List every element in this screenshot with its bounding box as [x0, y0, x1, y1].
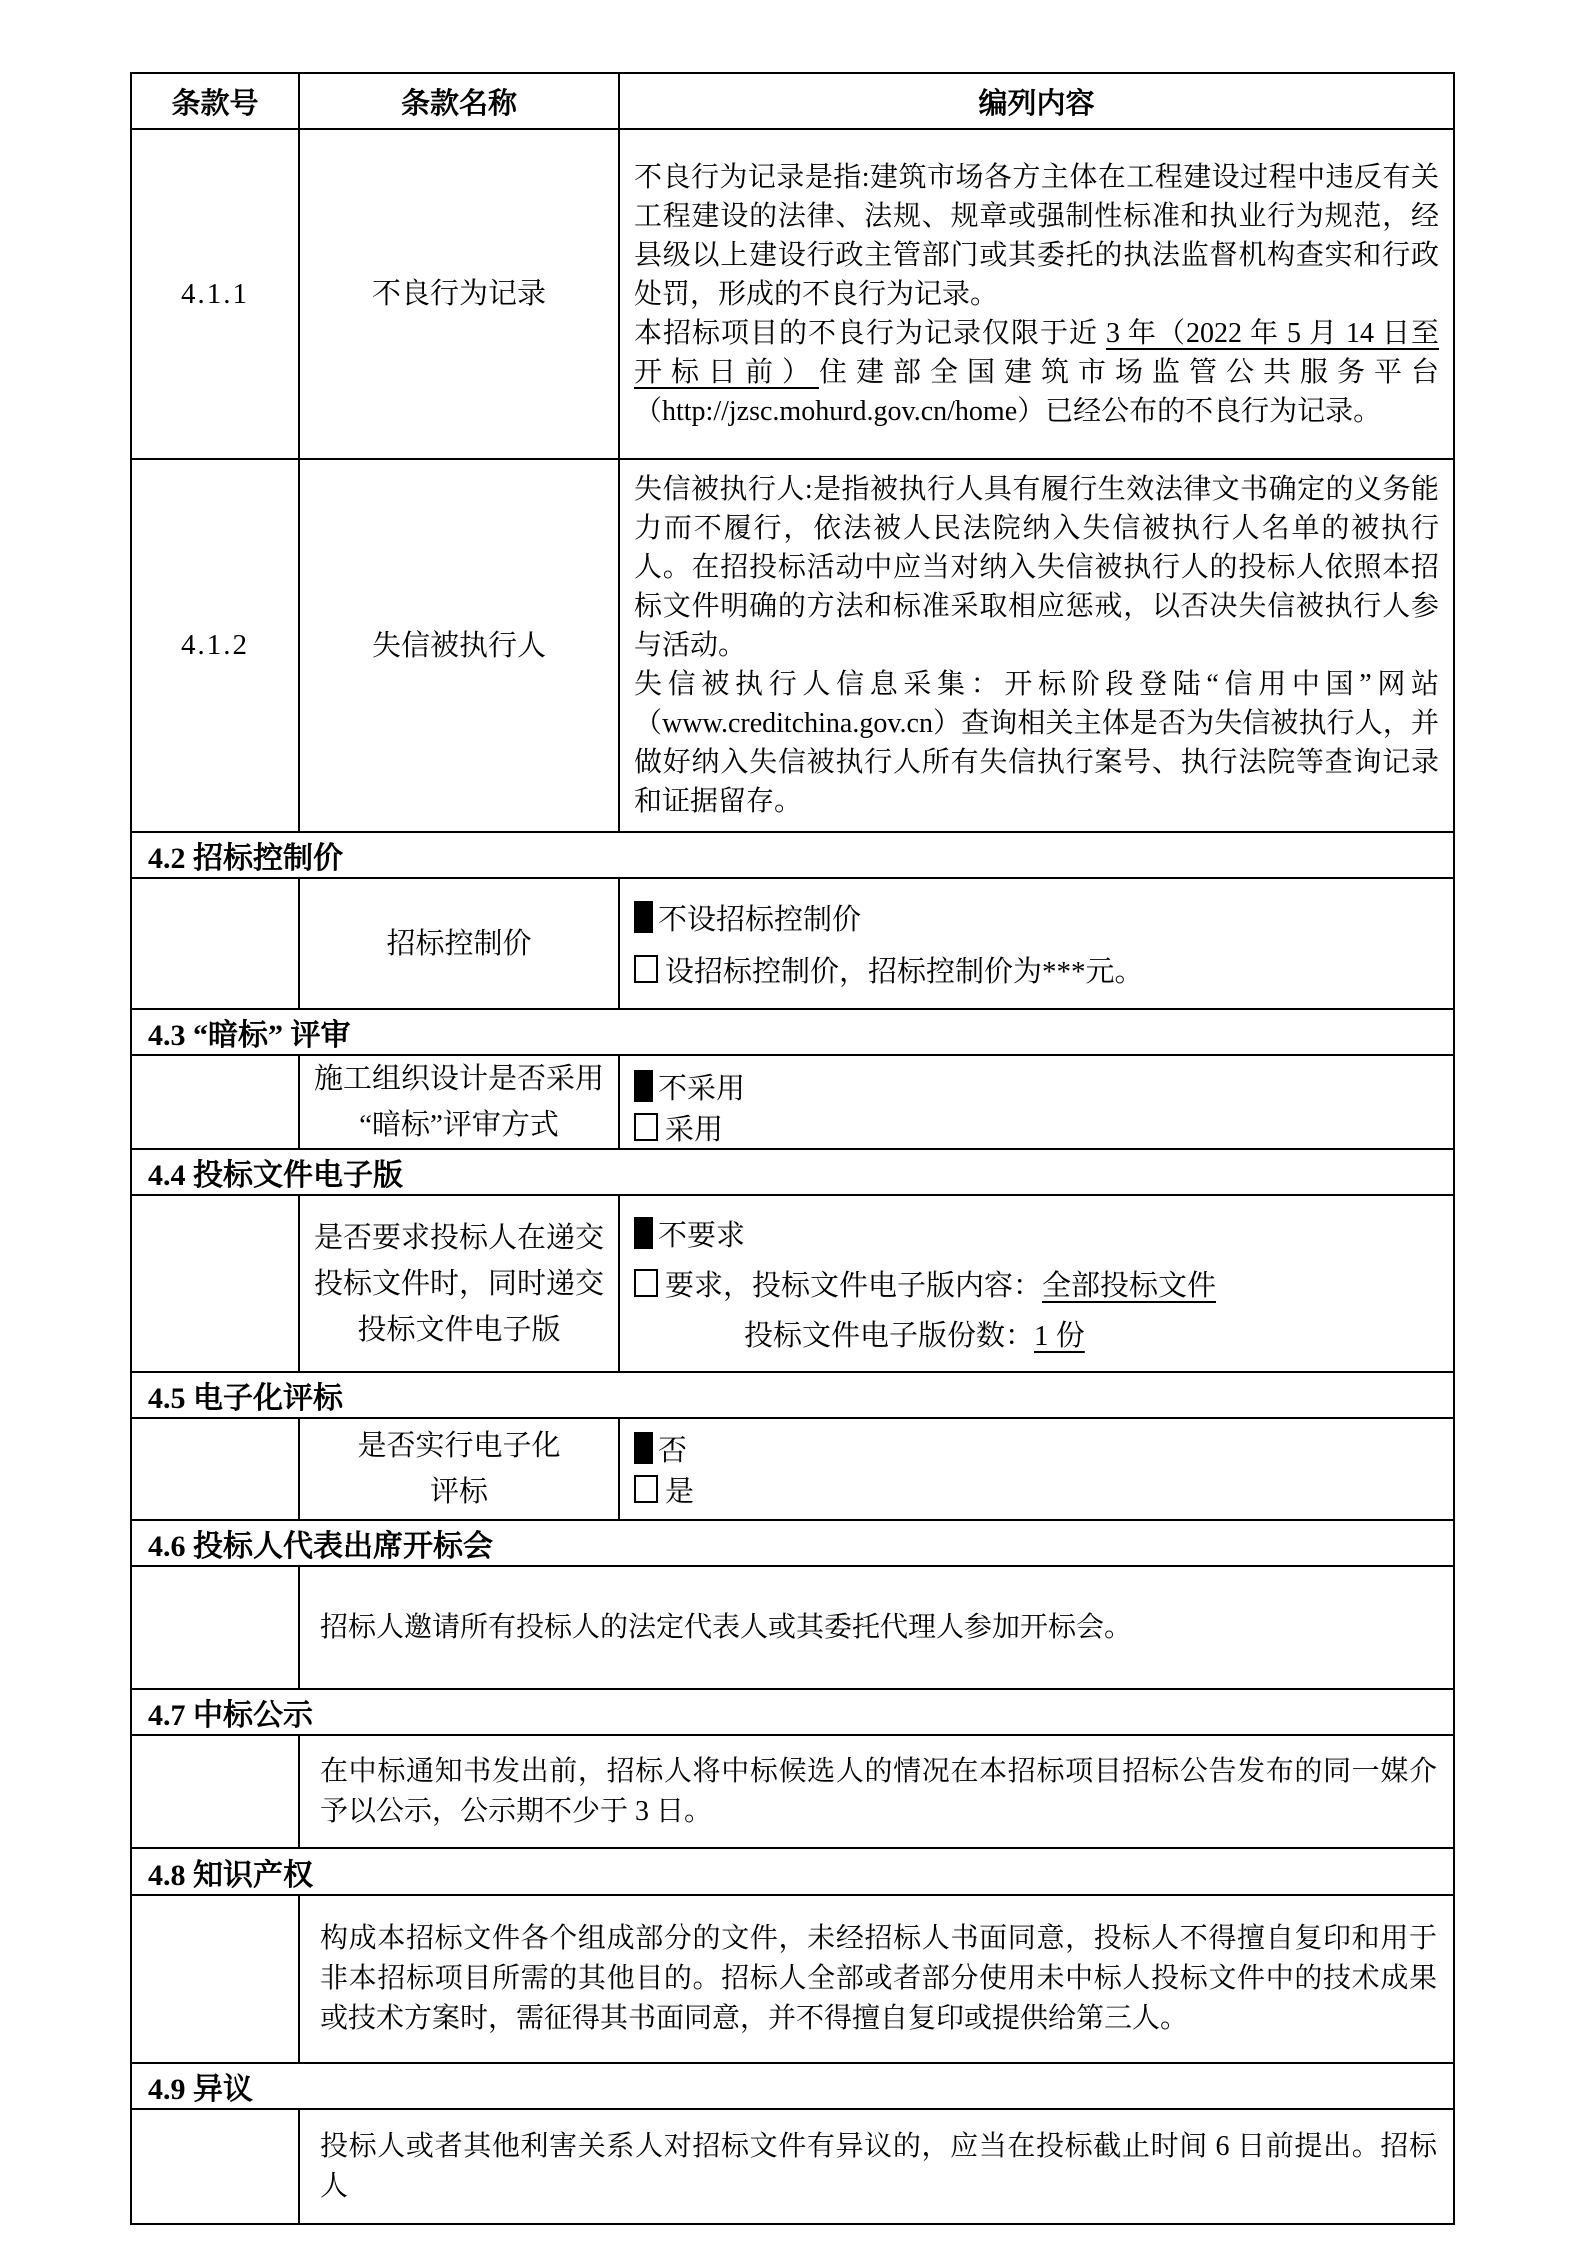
header-clause-no: 条款号 — [131, 73, 299, 129]
table-row — [131, 2109, 1454, 2224]
clause-content-cell — [619, 878, 1454, 1009]
clause-name-cell — [299, 1195, 619, 1372]
table-row — [131, 878, 1454, 1009]
section-header: 4.8 知识产权 — [131, 1848, 1454, 1895]
clause-content-cell — [619, 1055, 1454, 1149]
clause-no-cell — [131, 1195, 299, 1372]
section-row — [131, 1848, 1454, 1895]
clause-no-cell — [131, 1566, 299, 1689]
table-row — [131, 1895, 1454, 2063]
clause-content-paragraph — [634, 665, 1439, 821]
clause-name-line: 投标文件时，同时递交 — [313, 1267, 604, 1300]
option-line — [634, 897, 1439, 938]
merged-content-cell — [299, 1735, 1454, 1848]
option-list — [634, 1427, 1439, 1511]
text-segment: 本招标项目的不良行为记录仅限于近 — [634, 317, 1106, 349]
clause-content-paragraph — [634, 158, 1439, 314]
clause-content-cell — [619, 1418, 1454, 1520]
clause-name-line: 评标 — [429, 1476, 488, 1508]
text-segment: 失信被执行人信息采集：开标阶段登陆“信用中国”网站（www.creditchina.gov.cn）查询相关主体是否为失信被执行人，并做好纳入失信被执行人所有失信执行案号、执行法院等查询记录和证据留存。 — [634, 669, 1439, 817]
section-row — [131, 1372, 1454, 1418]
text-segment: 不设招标控制价 — [658, 904, 862, 937]
section-header: 4.5 电子化评标 — [131, 1372, 1454, 1418]
clause-no-cell: 4.1.1 — [131, 129, 299, 459]
clause-name-cell — [299, 459, 619, 832]
option-line — [634, 1066, 1439, 1107]
clause-name-line: 投标文件电子版 — [357, 1313, 561, 1346]
clause-name-cell — [299, 1418, 619, 1520]
clause-name-line: 施工组织设计是否采用 — [313, 1063, 604, 1095]
checkbox-empty-icon — [634, 1475, 658, 1503]
checkbox-filled-icon — [634, 1432, 653, 1464]
text-segment: 住建部全国建筑市场监管公共服务平台（http://jzsc.mohurd.gov.cn/home）已经公布的不良行为记录。 — [634, 356, 1439, 427]
clause-name-cell — [299, 129, 619, 459]
section-header: 4.3 “暗标” 评审 — [131, 1009, 1454, 1055]
option-line — [634, 1428, 1439, 1469]
clause-no-cell — [131, 1418, 299, 1520]
clause-name-line: 是否要求投标人在递交 — [313, 1221, 604, 1254]
section-header: 4.9 异议 — [131, 2063, 1454, 2109]
section-row — [131, 1149, 1454, 1195]
option-line — [634, 1213, 1439, 1254]
text-segment: 不要求 — [658, 1220, 746, 1252]
clause-table — [130, 72, 1455, 2225]
option-list — [634, 887, 1439, 1000]
text-segment: 投标文件电子版份数： — [744, 1320, 1035, 1352]
underlined-text-segment: 1 份 — [1034, 1320, 1085, 1352]
underlined-text-segment: 3 年（2022 年 5 月 14 日至开标日前） — [634, 317, 1439, 388]
section-row — [131, 1009, 1454, 1055]
section-row — [131, 1689, 1454, 1735]
clause-name-line: 是否实行电子化 — [357, 1430, 561, 1462]
section-header: 4.2 招标控制价 — [131, 832, 1454, 878]
clause-content-paragraph: 构成本招标文件各个组成部分的文件，未经招标人书面同意，投标人不得擅自复印和用于非本招标项目所需的其他目的。招标人全部或者部分使用未中标人投标文件中的技术成果或技术方案时，需征得其书面同意，并不得擅自复印或提供给第三人。 — [320, 1923, 1437, 2034]
clause-content-paragraph: 投标人或者其他利害关系人对招标文件有异议的，应当在投标截止时间 6 日前提出。招标人 — [320, 2130, 1437, 2202]
option-line — [634, 1469, 1439, 1510]
table-header-row — [131, 73, 1454, 129]
text-segment: 不良行为记录是指:建筑市场各方主体在工程建设过程中违反有关工程建设的法律、法规、规章或强制性标准和执业行为规范，经县级以上建设行政主管部门或其委托的执法监督机构查实和行政处罚，形成的不良行为记录。 — [634, 161, 1439, 310]
underlined-text-segment: 全部投标文件 — [1042, 1270, 1217, 1302]
clause-name-line: “暗标”评审方式 — [359, 1109, 559, 1141]
option-list — [634, 1204, 1439, 1363]
checkbox-empty-icon — [634, 1269, 658, 1297]
checkbox-empty-icon — [634, 1113, 658, 1141]
clause-table-body — [131, 129, 1454, 2224]
merged-content-cell — [299, 2109, 1454, 2224]
text-segment: 设招标控制价，招标控制价为***元。 — [665, 955, 1144, 988]
option-line — [634, 949, 1439, 990]
clause-content-cell — [619, 129, 1454, 459]
clause-content-paragraph: 招标人邀请所有投标人的法定代表人或其委托代理人参加开标会。 — [320, 1611, 1133, 1643]
text-segment: 是 — [665, 1476, 695, 1509]
clause-no-cell: 4.1.2 — [131, 459, 299, 832]
table-row — [131, 1735, 1454, 1848]
text-segment: 采用 — [665, 1114, 724, 1146]
clause-content-paragraph — [634, 314, 1439, 431]
clause-no-cell — [131, 878, 299, 1009]
table-row — [131, 1195, 1454, 1372]
text-segment: 不采用 — [658, 1073, 746, 1105]
section-header: 4.7 中标公示 — [131, 1689, 1454, 1735]
merged-content-cell — [299, 1566, 1454, 1689]
clause-no-cell — [131, 1735, 299, 1848]
table-row — [131, 1055, 1454, 1149]
clause-name-cell — [299, 878, 619, 1009]
section-header: 4.4 投标文件电子版 — [131, 1149, 1454, 1195]
text-segment: 要求，投标文件电子版内容： — [665, 1270, 1043, 1302]
option-line — [634, 1263, 1439, 1304]
checkbox-filled-icon — [634, 901, 653, 933]
clause-no-cell — [131, 1055, 299, 1149]
clause-name-cell — [299, 1055, 619, 1149]
option-line — [634, 1107, 1439, 1148]
clause-content-paragraph — [634, 470, 1439, 665]
option-list — [634, 1066, 1439, 1146]
section-header: 4.6 投标人代表出席开标会 — [131, 1520, 1454, 1566]
table-row — [131, 129, 1454, 459]
header-content: 编列内容 — [619, 73, 1454, 129]
table-row — [131, 459, 1454, 832]
merged-content-cell — [299, 1895, 1454, 2063]
option-line — [744, 1313, 1439, 1354]
clause-content-cell — [619, 1195, 1454, 1372]
table-row — [131, 1418, 1454, 1520]
checkbox-filled-icon — [634, 1217, 653, 1249]
clause-name-line: 不良行为记录 — [371, 278, 546, 310]
clause-no-cell — [131, 2109, 299, 2224]
text-segment: 失信被执行人:是指被执行人具有履行生效法律文书确定的义务能力而不履行，依法被人民法院纳入失信被执行人名单的被执行人。在招投标活动中应当对纳入失信被执行人的投标人依照本招标文件明确的方法和标准采取相应惩戒，以否决失信被执行人参与活动。 — [634, 474, 1439, 661]
clause-no-cell — [131, 1895, 299, 2063]
checkbox-filled-icon — [634, 1070, 653, 1102]
clause-name-line: 失信被执行人 — [371, 629, 546, 662]
section-row — [131, 832, 1454, 878]
checkbox-empty-icon — [634, 955, 658, 983]
header-clause-name: 条款名称 — [299, 73, 619, 129]
clause-content-paragraph: 在中标通知书发出前，招标人将中标候选人的情况在本招标项目招标公告发布的同一媒介予以公示，公示期不少于 3 日。 — [320, 1755, 1437, 1827]
clause-name-line: 招标控制价 — [386, 927, 532, 960]
text-segment: 否 — [658, 1434, 688, 1467]
clause-content-cell — [619, 459, 1454, 832]
section-row — [131, 1520, 1454, 1566]
table-row — [131, 1566, 1454, 1689]
section-row — [131, 2063, 1454, 2109]
